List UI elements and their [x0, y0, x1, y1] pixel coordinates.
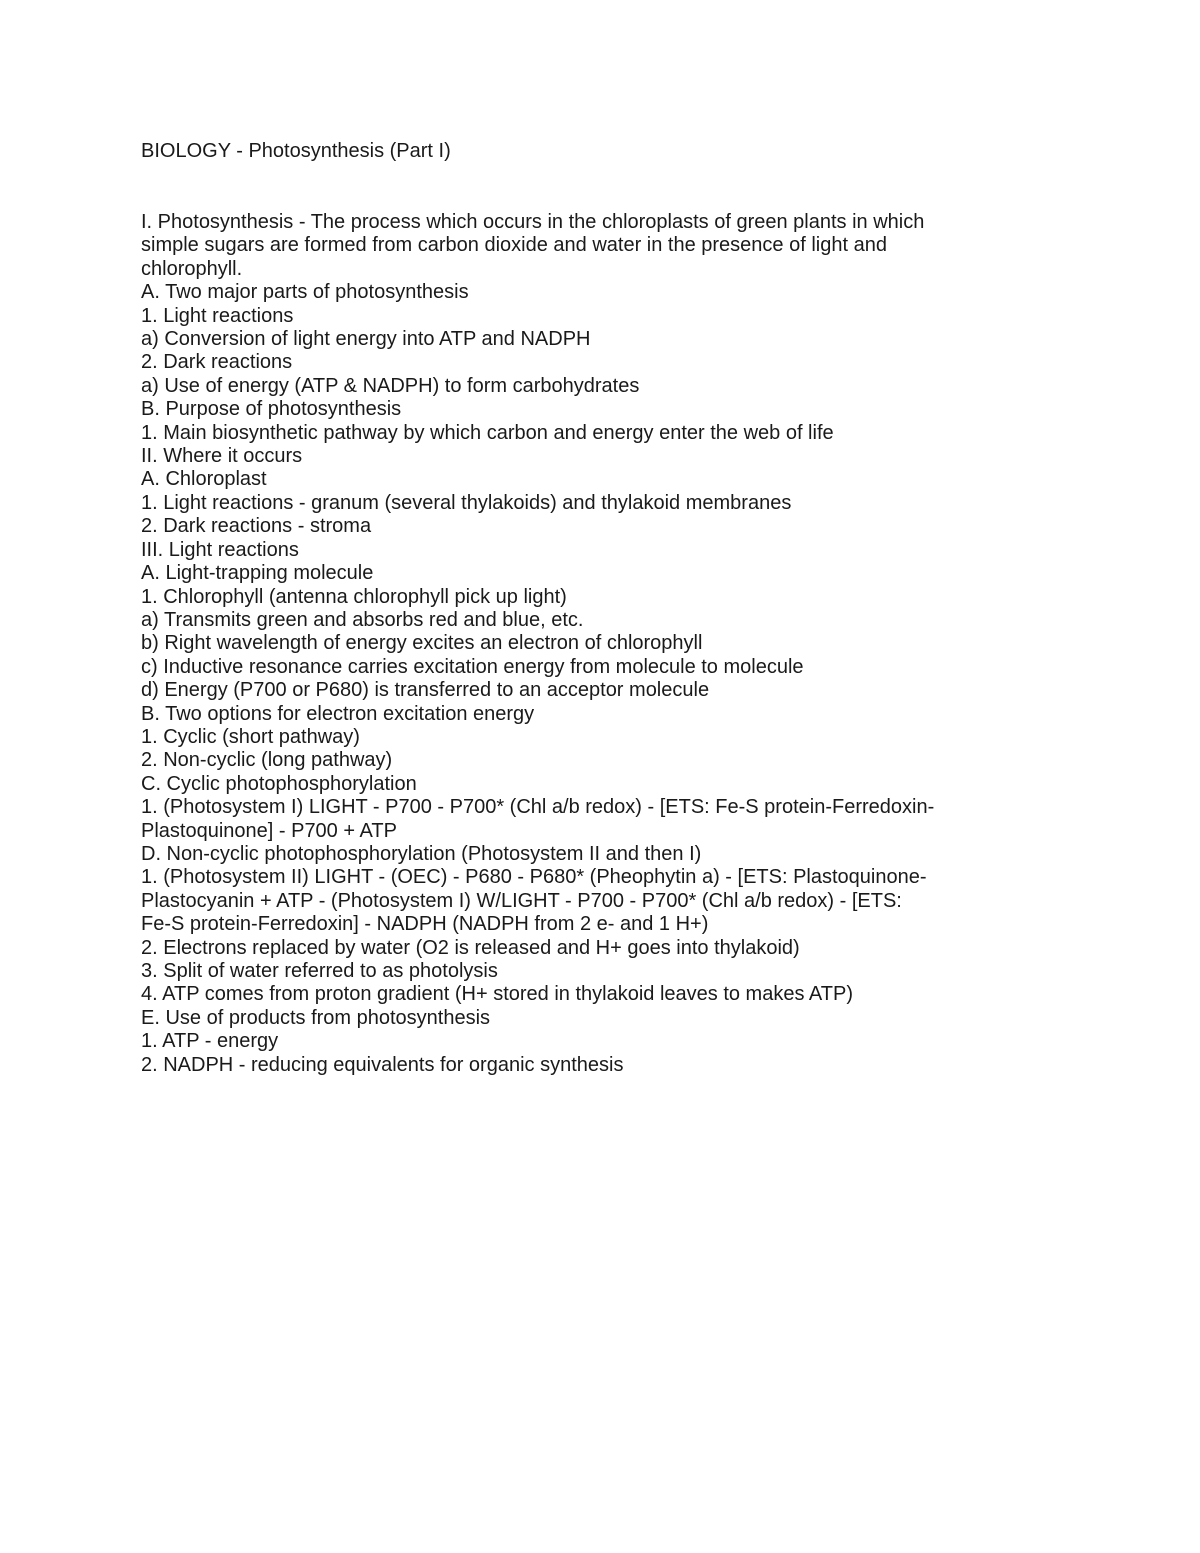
document-line: 2. Dark reactions - stroma	[141, 515, 372, 538]
document-line: 1. (Photosystem I) LIGHT - P700 - P700* (Chl a/b redox) - [ETS: Fe-S protein-Ferredoxin-	[141, 796, 935, 819]
document-line: Plastocyanin + ATP - (Photosystem I) W/LIGHT - P700 - P700* (Chl a/b redox) - [ETS:	[141, 889, 902, 912]
document-line: A. Two major parts of photosynthesis	[141, 281, 469, 304]
document-line: E. Use of products from photosynthesis	[141, 1006, 491, 1029]
document-line: II. Where it occurs	[141, 445, 303, 468]
document-line: 1. Main biosynthetic pathway by which carbon and energy enter the web of life	[141, 421, 834, 444]
document-line: B. Two options for electron excitation energy	[141, 702, 535, 725]
document-line: 1. Light reactions	[141, 304, 294, 327]
document-line: B. Purpose of photosynthesis	[141, 398, 402, 421]
document-line: 1. ATP - energy	[141, 1030, 279, 1053]
document-line: 3. Split of water referred to as photolysis	[141, 960, 498, 982]
document-line: c) Inductive resonance carries excitation energy from molecule to molecule	[141, 655, 804, 678]
document-line: a) Transmits green and absorbs red and blue, etc.	[141, 608, 584, 631]
document-line: C. Cyclic photophosphorylation	[141, 772, 417, 795]
document-line: 1. Cyclic (short pathway)	[141, 725, 360, 748]
document-line: 4. ATP comes from proton gradient (H+ stored in thylakoid leaves to makes ATP)	[141, 983, 853, 1006]
document-line: 2. Electrons replaced by water (O2 is released and H+ goes into thylakoid)	[141, 936, 800, 959]
document-line: 1. Light reactions - granum (several thylakoids) and thylakoid membranes	[141, 491, 792, 514]
document-line: 2. Dark reactions	[141, 351, 293, 374]
document-line: D. Non-cyclic photophosphorylation (Photosystem II and then I)	[141, 842, 702, 865]
document-line: 1. Chlorophyll (antenna chlorophyll pick up light)	[141, 585, 567, 608]
document-line: 1. (Photosystem II) LIGHT - (OEC) - P680 - P680* (Pheophytin a) - [ETS: Plastoquinone-	[141, 866, 927, 889]
document-line: I. Photosynthesis - The process which occurs in the chloroplasts of green plants in which	[141, 211, 925, 233]
document-line: b) Right wavelength of energy excites an electron of chlorophyll	[141, 632, 703, 655]
document-line: 2. Non-cyclic (long pathway)	[141, 749, 393, 772]
document-title: BIOLOGY - Photosynthesis (Part I)	[141, 140, 451, 162]
document-line: A. Chloroplast	[141, 468, 267, 491]
document-line: a) Use of energy (ATP & NADPH) to form carbohydrates	[141, 374, 640, 397]
document-line: d) Energy (P700 or P680) is transferred to an acceptor molecule	[141, 679, 710, 702]
document-line: chlorophyll.	[141, 257, 243, 280]
document-line: A. Light-trapping molecule	[141, 562, 374, 585]
document-line: 2. NADPH - reducing equivalents for organic synthesis	[141, 1053, 624, 1076]
document-line: III. Light reactions	[141, 538, 299, 561]
document-body	[141, 211, 1021, 1077]
document-line: a) Conversion of light energy into ATP and NADPH	[141, 328, 591, 351]
document-line: Fe-S protein-Ferredoxin] - NADPH (NADPH from 2 e- and 1 H+)	[141, 913, 709, 936]
document-line: simple sugars are formed from carbon dioxide and water in the presence of light and	[141, 234, 887, 257]
document-line: Plastoquinone] - P700 + ATP	[141, 819, 397, 842]
